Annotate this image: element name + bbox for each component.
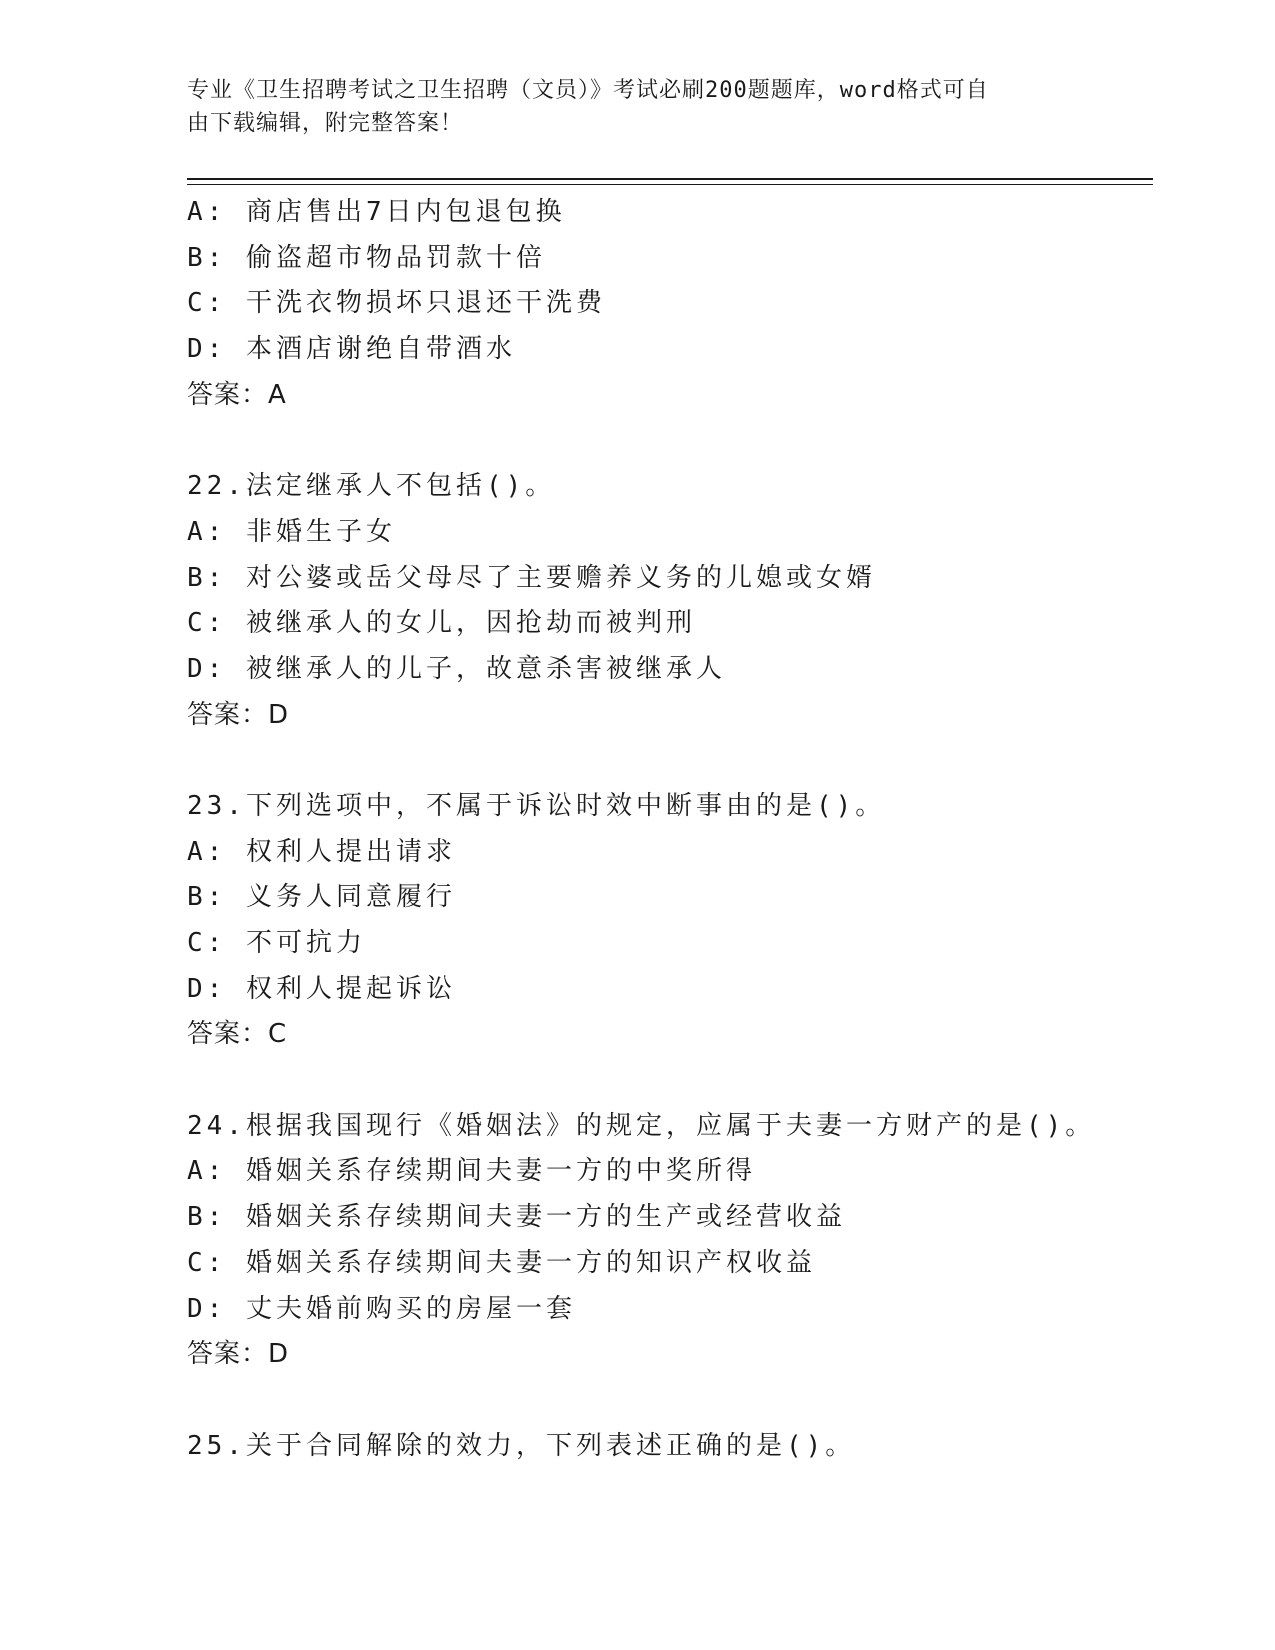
option-c: C: 被继承人的女儿，因抢劫而被判刑 [187,608,696,639]
question-25 [187,1424,1147,1470]
question-24 [187,1104,1147,1378]
answer: 答案：C [187,1019,288,1050]
answer: 答案：D [187,1339,290,1370]
option-c: C: 干洗衣物损坏只退还干洗费 [187,288,606,319]
spacer [187,738,1147,784]
question-21 [187,190,1147,418]
option-a: A: 婚姻关系存续期间夫妻一方的中奖所得 [187,1156,756,1187]
option-d: D: 被继承人的儿子，故意杀害被继承人 [187,653,726,684]
option-d: D: 本酒店谢绝自带酒水 [187,334,516,365]
option-d: D: 丈夫婚前购买的房屋一套 [187,1293,576,1324]
question-stem: 25.关于合同解除的效力，下列表述正确的是()。 [187,1430,856,1461]
question-stem: 23.下列选项中，不属于诉讼时效中断事由的是()。 [187,790,886,821]
question-stem: 22.法定继承人不包括()。 [187,471,556,502]
spacer [187,1378,1147,1424]
option-d: D: 权利人提起诉讼 [187,973,456,1004]
option-c: C: 不可抗力 [187,928,366,958]
option-b: B: 婚姻关系存续期间夫妻一方的生产或经营收益 [187,1202,846,1233]
spacer [187,1058,1147,1104]
option-c: C: 婚姻关系存续期间夫妻一方的知识产权收益 [187,1247,816,1278]
header-divider-thin [187,184,1153,185]
document-header [187,74,1087,140]
question-22 [187,464,1147,738]
option-a: A: 商店售出7日内包退包换 [187,197,566,227]
header-divider-thick [187,178,1153,180]
option-a: A: 非婚生子女 [187,516,396,547]
spacer [187,418,1147,464]
option-b: B: 义务人同意履行 [187,882,456,913]
option-a: A: 权利人提出请求 [187,836,456,867]
question-23 [187,784,1147,1058]
answer: 答案：D [187,699,290,730]
header-line-2: 由下载编辑，附完整答案！ [187,111,464,136]
option-b: B: 偷盗超市物品罚款十倍 [187,242,546,273]
question-stem: 24.根据我国现行《婚姻法》的规定，应属于夫妻一方财产的是()。 [187,1110,1096,1141]
answer: 答案：A [187,379,287,410]
option-b: B: 对公婆或岳父母尽了主要赡养义务的儿媳或女婿 [187,562,876,593]
header-line-1: 专业《卫生招聘考试之卫生招聘（文员）》考试必刷200题题库，word格式可自 [187,78,989,103]
question-list [187,190,1147,1469]
